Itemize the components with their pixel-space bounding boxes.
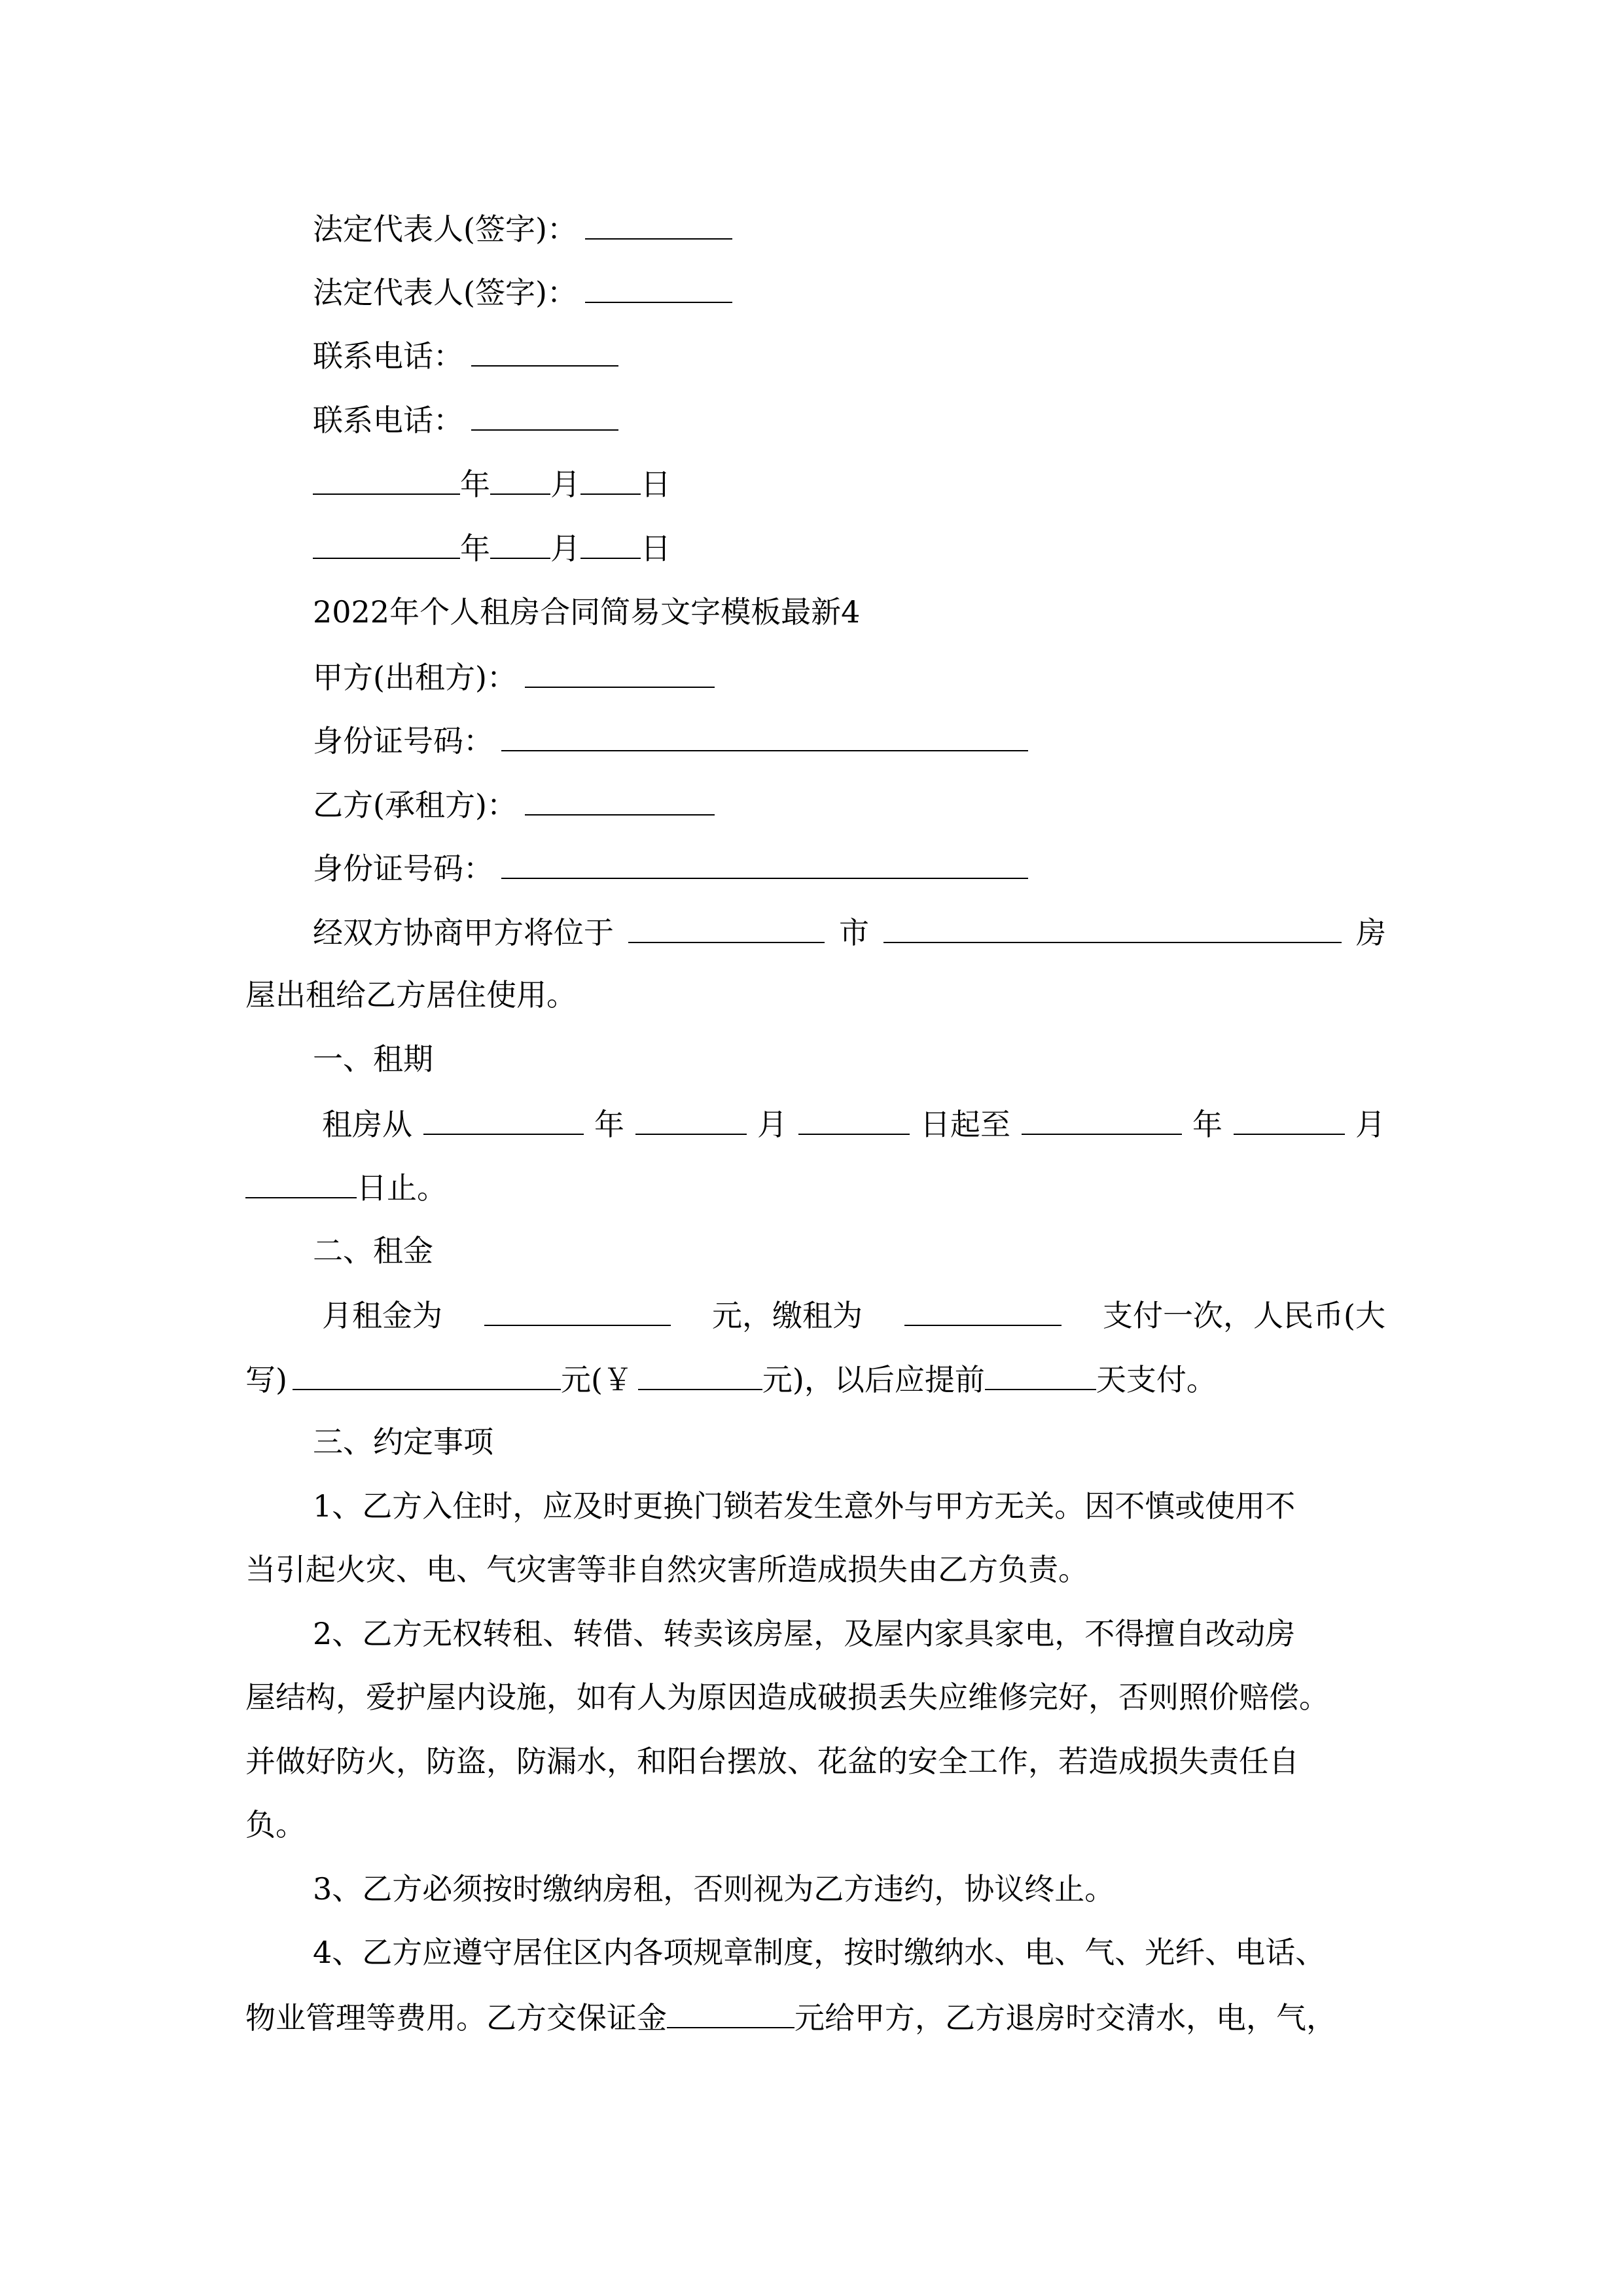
advance-days-blank[interactable] xyxy=(985,1359,1096,1390)
party-a-line xyxy=(313,656,715,697)
phone-line-1 xyxy=(313,335,618,376)
lease-text: 日起至 xyxy=(920,1107,1010,1142)
clause-2-line-3: 并做好防火，防盗，防漏水，和阳台摆放、花盆的安全工作，若造成损失责任自 xyxy=(245,1744,1299,1779)
rent-text: 元)，以后应提前 xyxy=(762,1362,985,1397)
phone-blank[interactable] xyxy=(471,399,618,431)
day-label: 日 xyxy=(641,531,671,566)
amount-in-figures-blank[interactable] xyxy=(638,1359,762,1390)
legal-rep-signature-blank[interactable] xyxy=(585,208,732,240)
rent-line-1 xyxy=(322,1295,1385,1335)
legal-rep-signature-blank[interactable] xyxy=(585,272,732,303)
end-year-blank[interactable] xyxy=(1022,1103,1182,1135)
rent-text: 月租金为 xyxy=(322,1298,442,1333)
intro-text-2: 市 xyxy=(839,915,869,950)
lease-term-line-2 xyxy=(245,1167,447,1208)
rent-text: 支付一次，人民币(大 xyxy=(1103,1298,1385,1333)
id-label: 身份证号码： xyxy=(313,851,493,886)
address-blank[interactable] xyxy=(883,912,1342,943)
contract-title: 2022年个人租房合同简易文字模板最新4 xyxy=(313,594,861,630)
day-blank[interactable] xyxy=(580,463,641,495)
rent-line-2 xyxy=(245,1359,1217,1399)
end-day-blank[interactable] xyxy=(245,1167,357,1198)
phone-label: 联系电话： xyxy=(313,403,463,438)
day-label: 日 xyxy=(641,467,671,502)
clause-4-text: 物业管理等费用。乙方交保证金 xyxy=(245,2000,667,2036)
year-blank[interactable] xyxy=(313,528,460,559)
clause-2-line-4: 负。 xyxy=(245,1807,306,1842)
party-a-label: 甲方(出租方)： xyxy=(313,660,517,695)
intro-line-1 xyxy=(313,912,1386,952)
clause-1-line-1: 1、乙方入住时，应及时更换门锁若发生意外与甲方无关。因不慎或使用不 xyxy=(313,1488,1296,1524)
party-b-label: 乙方(承租方)： xyxy=(313,787,517,823)
clause-1-line-2: 当引起火灾、电、气灾害等非自然灾害所造成损失由乙方负责。 xyxy=(245,1552,1088,1587)
year-label: 年 xyxy=(460,467,490,502)
clause-3-line-1: 3、乙方必须按时缴纳房租，否则视为乙方违约，协议终止。 xyxy=(313,1871,1115,1907)
section-2-heading: 二、租金 xyxy=(313,1233,433,1268)
legal-rep-signature-line-2 xyxy=(313,272,732,312)
lease-text: 月 xyxy=(1355,1107,1385,1142)
month-blank[interactable] xyxy=(490,528,550,559)
lease-text: 年 xyxy=(594,1107,624,1142)
clause-4-line-2 xyxy=(245,1997,1336,2037)
city-blank[interactable] xyxy=(628,912,825,943)
party-b-blank[interactable] xyxy=(525,784,715,816)
rent-text: 写) xyxy=(245,1362,287,1397)
start-day-blank[interactable] xyxy=(798,1103,910,1135)
intro-text-3: 房 xyxy=(1356,915,1386,950)
party-a-blank[interactable] xyxy=(525,656,715,688)
lease-text: 租房从 xyxy=(322,1107,412,1142)
lease-text: 年 xyxy=(1192,1107,1222,1142)
start-month-blank[interactable] xyxy=(635,1103,747,1135)
month-label: 月 xyxy=(550,531,580,566)
deposit-blank[interactable] xyxy=(667,1997,794,2028)
phone-label: 联系电话： xyxy=(313,338,463,374)
section-1-heading: 一、租期 xyxy=(313,1041,433,1077)
year-blank[interactable] xyxy=(313,463,460,495)
clause-4-text: 元给甲方，乙方退房时交清水，电，气， xyxy=(794,2000,1336,2036)
rent-text: 元(￥ xyxy=(560,1362,633,1397)
month-blank[interactable] xyxy=(490,463,550,495)
phone-blank[interactable] xyxy=(471,335,618,367)
amount-in-words-blank[interactable] xyxy=(293,1359,561,1390)
legal-rep-label: 法定代表人(签字)： xyxy=(313,275,577,310)
party-b-line xyxy=(313,784,715,825)
id-label: 身份证号码： xyxy=(313,723,493,759)
party-b-id-blank[interactable] xyxy=(501,848,1028,879)
intro-text-1: 经双方协商甲方将位于 xyxy=(313,915,614,950)
party-b-id-line xyxy=(313,848,1028,888)
date-line-1 xyxy=(313,463,671,504)
legal-rep-signature-line-1 xyxy=(313,208,732,249)
payment-period-blank[interactable] xyxy=(904,1295,1061,1326)
intro-line-2: 屋出租给乙方居住使用。 xyxy=(245,977,577,1013)
rent-text: 元，缴租为 xyxy=(712,1298,863,1333)
end-month-blank[interactable] xyxy=(1234,1103,1345,1135)
party-a-id-line xyxy=(313,720,1028,761)
start-year-blank[interactable] xyxy=(423,1103,584,1135)
monthly-rent-blank[interactable] xyxy=(484,1295,671,1326)
clause-2-line-2: 屋结构，爱护屋内设施，如有人为原因造成破损丢失应维修完好，否则照价赔偿。 xyxy=(245,1679,1329,1715)
lease-text: 月 xyxy=(757,1107,787,1142)
rent-text: 天支付。 xyxy=(1096,1362,1217,1397)
party-a-id-blank[interactable] xyxy=(501,720,1028,751)
day-blank[interactable] xyxy=(580,528,641,559)
legal-rep-label: 法定代表人(签字)： xyxy=(313,211,577,247)
clause-4-line-1: 4、乙方应遵守居住区内各项规章制度，按时缴纳水、电、气、光纤、电话、 xyxy=(313,1935,1326,1970)
section-3-heading: 三、约定事项 xyxy=(313,1424,493,1460)
month-label: 月 xyxy=(550,467,580,502)
lease-term-line-1 xyxy=(322,1103,1385,1144)
lease-end-text: 日止。 xyxy=(357,1170,447,1206)
clause-2-line-1: 2、乙方无权转租、转借、转卖该房屋，及屋内家具家电，不得擅自改动房 xyxy=(313,1616,1296,1651)
phone-line-2 xyxy=(313,399,618,440)
date-line-2 xyxy=(313,528,671,568)
year-label: 年 xyxy=(460,531,490,566)
